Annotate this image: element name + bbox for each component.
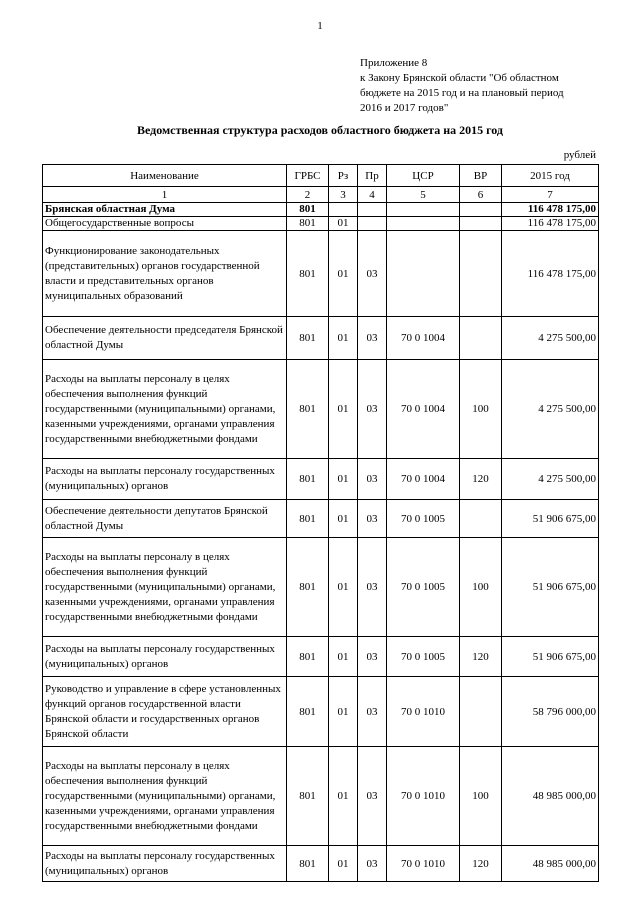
row-amount: 116 478 175,00: [502, 203, 599, 217]
row-vr: [460, 217, 502, 231]
column-number: 6: [460, 187, 502, 203]
column-number-row: [43, 187, 599, 203]
row-csr: 70 0 1010: [387, 747, 460, 846]
row-pr: 03: [358, 231, 387, 317]
row-grbs: 801: [287, 203, 329, 217]
row-name: Обеспечение деятельности председателя Брянской областной Думы: [43, 317, 287, 360]
row-amount: 48 985 000,00: [502, 747, 599, 846]
row-csr: [387, 217, 460, 231]
row-pr: 03: [358, 459, 387, 500]
table-row: [43, 231, 599, 317]
row-amount: 51 906 675,00: [502, 538, 599, 637]
row-grbs: 801: [287, 217, 329, 231]
row-rz: 01: [329, 846, 358, 882]
row-grbs: 801: [287, 500, 329, 538]
row-name: Руководство и управление в сфере установленных функций органов государственной власти Брянской области и государственных органов Брянской области: [43, 677, 287, 747]
column-header-amount: 2015 год: [502, 165, 599, 187]
table-row: [43, 637, 599, 677]
row-pr: 03: [358, 538, 387, 637]
row-amount: 4 275 500,00: [502, 317, 599, 360]
row-amount: 58 796 000,00: [502, 677, 599, 747]
row-csr: 70 0 1004: [387, 459, 460, 500]
row-rz: 01: [329, 360, 358, 459]
row-grbs: 801: [287, 459, 329, 500]
column-header-csr: ЦСР: [387, 165, 460, 187]
row-rz: 01: [329, 538, 358, 637]
row-amount: 4 275 500,00: [502, 459, 599, 500]
row-rz: 01: [329, 677, 358, 747]
row-vr: 100: [460, 747, 502, 846]
appendix-line: бюджете на 2015 год и на плановый период: [360, 87, 564, 99]
row-pr: 03: [358, 360, 387, 459]
row-amount: 51 906 675,00: [502, 637, 599, 677]
row-pr: 03: [358, 317, 387, 360]
row-grbs: 801: [287, 317, 329, 360]
row-vr: 120: [460, 459, 502, 500]
appendix-line: 2016 и 2017 годов": [360, 102, 449, 114]
table-row: [43, 203, 599, 217]
table-row: [43, 500, 599, 538]
row-amount: 4 275 500,00: [502, 360, 599, 459]
column-number: 2: [287, 187, 329, 203]
row-rz: 01: [329, 231, 358, 317]
row-csr: 70 0 1004: [387, 317, 460, 360]
row-csr: 70 0 1010: [387, 677, 460, 747]
row-csr: [387, 203, 460, 217]
row-pr: 03: [358, 500, 387, 538]
units-label: рублей: [563, 149, 596, 161]
row-grbs: 801: [287, 637, 329, 677]
row-vr: [460, 317, 502, 360]
row-amount: 116 478 175,00: [502, 231, 599, 317]
row-name: Общегосударственные вопросы: [43, 217, 287, 231]
row-vr: 120: [460, 637, 502, 677]
row-name: Обеспечение деятельности депутатов Брянской областной Думы: [43, 500, 287, 538]
column-header-name: Наименование: [43, 165, 287, 187]
row-rz: 01: [329, 217, 358, 231]
row-grbs: 801: [287, 538, 329, 637]
row-rz: 01: [329, 317, 358, 360]
row-pr: [358, 203, 387, 217]
row-csr: 70 0 1005: [387, 500, 460, 538]
row-rz: 01: [329, 500, 358, 538]
column-number: 5: [387, 187, 460, 203]
row-name: Брянская областная Дума: [43, 203, 287, 217]
row-pr: 03: [358, 677, 387, 747]
row-grbs: 801: [287, 747, 329, 846]
row-grbs: 801: [287, 677, 329, 747]
row-csr: 70 0 1005: [387, 538, 460, 637]
row-csr: 70 0 1004: [387, 360, 460, 459]
table-row: [43, 677, 599, 747]
table-row: [43, 846, 599, 882]
column-header-pr: Пр: [358, 165, 387, 187]
row-grbs: 801: [287, 360, 329, 459]
row-grbs: 801: [287, 231, 329, 317]
table-row: [43, 747, 599, 846]
row-amount: 48 985 000,00: [502, 846, 599, 882]
row-name: Функционирование законодательных (представительных) органов государственной власти и представительных органов муниципальных образований: [43, 231, 287, 317]
row-name: Расходы на выплаты персоналу государственных (муниципальных) органов: [43, 846, 287, 882]
row-grbs: 801: [287, 846, 329, 882]
row-rz: [329, 203, 358, 217]
row-vr: [460, 677, 502, 747]
row-vr: [460, 203, 502, 217]
row-csr: [387, 231, 460, 317]
table-row: [43, 360, 599, 459]
column-number: 1: [43, 187, 287, 203]
row-name: Расходы на выплаты персоналу в целях обеспечения выполнения функций государственными (муниципальными) органами, казенными учреждениями, органами управления государственными внебюджетными фондами: [43, 747, 287, 846]
row-name: Расходы на выплаты персоналу в целях обеспечения выполнения функций государственными (муниципальными) органами, казенными учреждениями, органами управления государственными внебюджетными фондами: [43, 360, 287, 459]
document-title: Ведомственная структура расходов областного бюджета на 2015 год: [136, 123, 503, 137]
row-csr: 70 0 1005: [387, 637, 460, 677]
row-pr: 03: [358, 637, 387, 677]
row-vr: 100: [460, 360, 502, 459]
row-pr: 03: [358, 747, 387, 846]
page-number: 1: [317, 20, 323, 32]
appendix-line: Приложение 8: [360, 57, 428, 69]
row-name: Расходы на выплаты персоналу государственных (муниципальных) органов: [43, 459, 287, 500]
row-pr: 03: [358, 846, 387, 882]
row-vr: 100: [460, 538, 502, 637]
table-header-row: [43, 165, 599, 187]
column-header-vr: ВР: [460, 165, 502, 187]
row-vr: 120: [460, 846, 502, 882]
appendix-line: к Закону Брянской области "Об областном: [360, 72, 559, 84]
row-amount: 116 478 175,00: [502, 217, 599, 231]
row-rz: 01: [329, 637, 358, 677]
column-header-rz: Рз: [329, 165, 358, 187]
row-vr: [460, 500, 502, 538]
column-header-grbs: ГРБС: [287, 165, 329, 187]
column-number: 3: [329, 187, 358, 203]
table-row: [43, 317, 599, 360]
row-name: Расходы на выплаты персоналу в целях обеспечения выполнения функций государственными (муниципальными) органами, казенными учреждениями, органами управления государственными внебюджетными фондами: [43, 538, 287, 637]
row-vr: [460, 231, 502, 317]
column-number: 4: [358, 187, 387, 203]
row-pr: [358, 217, 387, 231]
budget-table: [42, 164, 599, 882]
row-csr: 70 0 1010: [387, 846, 460, 882]
row-rz: 01: [329, 747, 358, 846]
table-row: [43, 217, 599, 231]
appendix-header: [360, 56, 610, 116]
row-amount: 51 906 675,00: [502, 500, 599, 538]
table-row: [43, 459, 599, 500]
row-name: Расходы на выплаты персоналу государственных (муниципальных) органов: [43, 637, 287, 677]
table-row: [43, 538, 599, 637]
column-number: 7: [502, 187, 599, 203]
row-rz: 01: [329, 459, 358, 500]
